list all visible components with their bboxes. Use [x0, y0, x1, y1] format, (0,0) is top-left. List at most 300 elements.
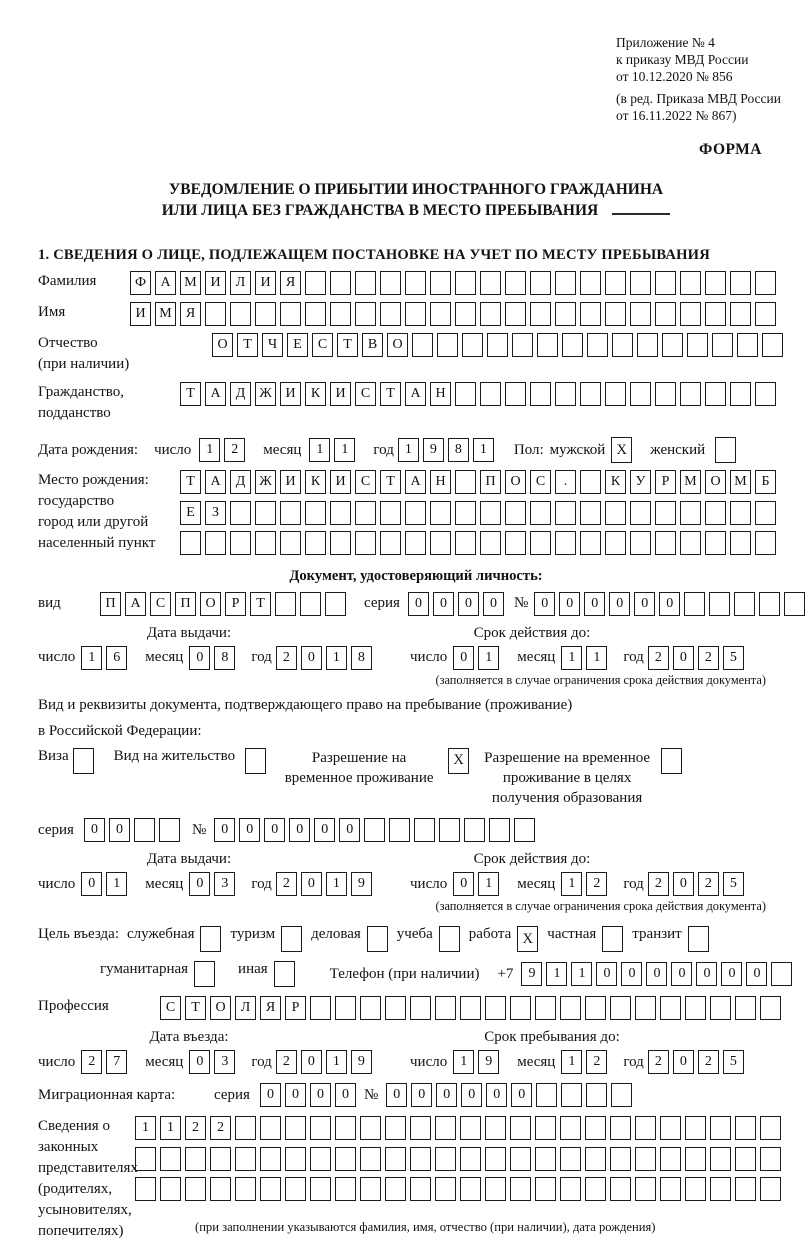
char-box[interactable] [611, 1083, 632, 1107]
char-box[interactable] [635, 996, 656, 1020]
char-box[interactable]: 0 [239, 818, 260, 842]
char-box[interactable] [630, 271, 651, 295]
residence-issue-month[interactable] [189, 872, 239, 896]
char-box[interactable]: 0 [285, 1083, 306, 1107]
identity-expiry-month[interactable] [561, 646, 611, 670]
char-box[interactable] [480, 302, 501, 326]
char-box[interactable] [537, 333, 558, 357]
char-box[interactable] [285, 1147, 306, 1171]
char-box[interactable] [275, 592, 296, 616]
char-box[interactable]: Д [230, 470, 251, 494]
char-box[interactable]: 0 [634, 592, 655, 616]
char-box[interactable] [260, 1147, 281, 1171]
char-box[interactable] [160, 1177, 181, 1201]
purpose-work-checkbox[interactable]: X [517, 926, 538, 952]
char-box[interactable] [755, 382, 776, 406]
char-box[interactable]: А [205, 470, 226, 494]
identity-kind-boxes[interactable] [100, 592, 350, 616]
char-box[interactable] [480, 382, 501, 406]
surname-boxes[interactable] [130, 271, 780, 295]
char-box[interactable]: Р [225, 592, 246, 616]
char-box[interactable] [485, 1177, 506, 1201]
char-box[interactable]: 1 [334, 438, 355, 462]
char-box[interactable]: 2 [276, 872, 297, 896]
char-box[interactable] [505, 302, 526, 326]
char-box[interactable] [660, 1116, 681, 1140]
char-box[interactable]: М [680, 470, 701, 494]
char-box[interactable] [335, 1116, 356, 1140]
residence-series-boxes[interactable] [84, 818, 184, 842]
char-box[interactable]: Я [260, 996, 281, 1020]
char-box[interactable] [580, 501, 601, 525]
char-box[interactable] [755, 302, 776, 326]
char-box[interactable] [305, 271, 326, 295]
char-box[interactable] [437, 333, 458, 357]
char-box[interactable] [462, 333, 483, 357]
representatives-row1[interactable] [135, 1116, 785, 1140]
char-box[interactable]: 0 [746, 962, 767, 986]
char-box[interactable]: З [205, 501, 226, 525]
char-box[interactable]: Е [287, 333, 308, 357]
char-box[interactable]: 0 [696, 962, 717, 986]
char-box[interactable]: 2 [81, 1050, 102, 1074]
char-box[interactable] [360, 1116, 381, 1140]
char-box[interactable]: О [505, 470, 526, 494]
char-box[interactable] [535, 1147, 556, 1171]
residence-number-boxes[interactable] [214, 818, 539, 842]
char-box[interactable] [705, 531, 726, 555]
char-box[interactable] [585, 996, 606, 1020]
char-box[interactable] [134, 818, 155, 842]
char-box[interactable]: И [255, 271, 276, 295]
char-box[interactable] [635, 1147, 656, 1171]
char-box[interactable] [536, 1083, 557, 1107]
char-box[interactable]: 1 [81, 646, 102, 670]
char-box[interactable]: 0 [433, 592, 454, 616]
char-box[interactable]: Л [230, 271, 251, 295]
char-box[interactable] [530, 382, 551, 406]
char-box[interactable]: О [210, 996, 231, 1020]
char-box[interactable]: И [280, 382, 301, 406]
char-box[interactable]: И [205, 271, 226, 295]
char-box[interactable] [430, 302, 451, 326]
char-box[interactable] [730, 302, 751, 326]
char-box[interactable]: 6 [106, 646, 127, 670]
char-box[interactable] [655, 302, 676, 326]
char-box[interactable] [560, 996, 581, 1020]
char-box[interactable]: 0 [534, 592, 555, 616]
char-box[interactable] [410, 996, 431, 1020]
char-box[interactable]: 0 [81, 872, 102, 896]
char-box[interactable] [260, 1177, 281, 1201]
char-box[interactable] [560, 1116, 581, 1140]
char-box[interactable] [380, 531, 401, 555]
char-box[interactable]: 0 [659, 592, 680, 616]
char-box[interactable] [710, 1116, 731, 1140]
char-box[interactable] [555, 501, 576, 525]
char-box[interactable] [610, 1116, 631, 1140]
char-box[interactable] [560, 1177, 581, 1201]
char-box[interactable]: 1 [326, 646, 347, 670]
char-box[interactable] [480, 271, 501, 295]
entry-year[interactable] [276, 1050, 376, 1074]
char-box[interactable] [705, 271, 726, 295]
char-box[interactable] [335, 1177, 356, 1201]
char-box[interactable] [435, 1116, 456, 1140]
char-box[interactable]: Т [380, 470, 401, 494]
char-box[interactable] [330, 501, 351, 525]
char-box[interactable] [364, 818, 385, 842]
char-box[interactable] [385, 1177, 406, 1201]
char-box[interactable]: 9 [351, 872, 372, 896]
char-box[interactable] [505, 531, 526, 555]
char-box[interactable]: 0 [264, 818, 285, 842]
char-box[interactable] [330, 271, 351, 295]
char-box[interactable] [310, 1116, 331, 1140]
char-box[interactable] [485, 996, 506, 1020]
identity-issue-month[interactable] [189, 646, 239, 670]
char-box[interactable] [655, 501, 676, 525]
char-box[interactable] [405, 271, 426, 295]
char-box[interactable] [235, 1147, 256, 1171]
char-box[interactable] [280, 531, 301, 555]
char-box[interactable] [180, 531, 201, 555]
char-box[interactable] [285, 1177, 306, 1201]
char-box[interactable]: 0 [671, 962, 692, 986]
char-box[interactable]: С [150, 592, 171, 616]
char-box[interactable]: П [480, 470, 501, 494]
char-box[interactable] [455, 382, 476, 406]
char-box[interactable] [784, 592, 805, 616]
char-box[interactable] [610, 1177, 631, 1201]
char-box[interactable] [410, 1147, 431, 1171]
char-box[interactable] [510, 1147, 531, 1171]
char-box[interactable] [630, 382, 651, 406]
char-box[interactable]: 0 [436, 1083, 457, 1107]
char-box[interactable] [405, 302, 426, 326]
char-box[interactable]: И [330, 470, 351, 494]
char-box[interactable] [305, 302, 326, 326]
char-box[interactable] [580, 271, 601, 295]
char-box[interactable] [412, 333, 433, 357]
char-box[interactable]: Р [655, 470, 676, 494]
char-box[interactable] [562, 333, 583, 357]
char-box[interactable] [655, 382, 676, 406]
residence-issue-year[interactable] [276, 872, 376, 896]
purpose-humanitarian-checkbox[interactable] [194, 961, 215, 987]
char-box[interactable] [480, 501, 501, 525]
char-box[interactable]: 0 [596, 962, 617, 986]
char-box[interactable]: 0 [411, 1083, 432, 1107]
char-box[interactable]: Я [280, 271, 301, 295]
stay-month[interactable] [561, 1050, 611, 1074]
char-box[interactable]: М [180, 271, 201, 295]
char-box[interactable] [135, 1147, 156, 1171]
char-box[interactable] [630, 531, 651, 555]
char-box[interactable] [735, 1177, 756, 1201]
char-box[interactable]: 5 [723, 1050, 744, 1074]
char-box[interactable] [762, 333, 783, 357]
char-box[interactable] [235, 1177, 256, 1201]
citizenship-boxes[interactable] [180, 382, 780, 406]
char-box[interactable]: 2 [224, 438, 245, 462]
char-box[interactable]: 1 [326, 872, 347, 896]
char-box[interactable] [759, 592, 780, 616]
char-box[interactable]: 9 [423, 438, 444, 462]
char-box[interactable]: 0 [289, 818, 310, 842]
char-box[interactable] [230, 501, 251, 525]
char-box[interactable]: О [212, 333, 233, 357]
char-box[interactable] [380, 302, 401, 326]
char-box[interactable] [335, 996, 356, 1020]
char-box[interactable] [325, 592, 346, 616]
char-box[interactable] [605, 501, 626, 525]
char-box[interactable] [430, 531, 451, 555]
char-box[interactable] [760, 1177, 781, 1201]
char-box[interactable] [535, 996, 556, 1020]
char-box[interactable]: 0 [559, 592, 580, 616]
char-box[interactable] [505, 501, 526, 525]
birth-month-boxes[interactable] [309, 438, 359, 462]
char-box[interactable]: 0 [486, 1083, 507, 1107]
char-box[interactable] [680, 501, 701, 525]
char-box[interactable] [580, 470, 601, 494]
char-box[interactable]: А [405, 382, 426, 406]
char-box[interactable] [760, 1116, 781, 1140]
char-box[interactable]: Е [180, 501, 201, 525]
char-box[interactable] [684, 592, 705, 616]
char-box[interactable] [355, 271, 376, 295]
char-box[interactable] [185, 1177, 206, 1201]
char-box[interactable] [655, 531, 676, 555]
entry-month[interactable] [189, 1050, 239, 1074]
char-box[interactable]: 0 [511, 1083, 532, 1107]
char-box[interactable] [535, 1177, 556, 1201]
char-box[interactable]: 0 [214, 818, 235, 842]
char-box[interactable] [185, 1147, 206, 1171]
char-box[interactable] [685, 1177, 706, 1201]
char-box[interactable] [255, 302, 276, 326]
char-box[interactable]: 0 [673, 872, 694, 896]
char-box[interactable]: Н [430, 382, 451, 406]
char-box[interactable]: 1 [561, 872, 582, 896]
char-box[interactable]: 0 [408, 592, 429, 616]
char-box[interactable]: 0 [461, 1083, 482, 1107]
char-box[interactable] [555, 302, 576, 326]
char-box[interactable] [705, 382, 726, 406]
char-box[interactable] [159, 818, 180, 842]
char-box[interactable] [605, 271, 626, 295]
char-box[interactable]: 1 [561, 1050, 582, 1074]
char-box[interactable]: 1 [199, 438, 220, 462]
char-box[interactable]: 0 [386, 1083, 407, 1107]
char-box[interactable]: Я [180, 302, 201, 326]
char-box[interactable] [730, 382, 751, 406]
char-box[interactable]: . [555, 470, 576, 494]
char-box[interactable]: В [362, 333, 383, 357]
char-box[interactable]: 0 [721, 962, 742, 986]
char-box[interactable]: М [155, 302, 176, 326]
char-box[interactable] [430, 501, 451, 525]
char-box[interactable] [637, 333, 658, 357]
char-box[interactable]: 0 [483, 592, 504, 616]
char-box[interactable]: 0 [339, 818, 360, 842]
char-box[interactable] [460, 996, 481, 1020]
char-box[interactable] [660, 1147, 681, 1171]
char-box[interactable] [730, 531, 751, 555]
char-box[interactable] [530, 501, 551, 525]
entry-day[interactable] [81, 1050, 131, 1074]
char-box[interactable]: С [160, 996, 181, 1020]
char-box[interactable]: Ф [130, 271, 151, 295]
char-box[interactable]: И [130, 302, 151, 326]
char-box[interactable]: 0 [189, 872, 210, 896]
purpose-official-checkbox[interactable] [200, 926, 221, 952]
char-box[interactable]: Л [235, 996, 256, 1020]
char-box[interactable]: 0 [621, 962, 642, 986]
char-box[interactable]: М [730, 470, 751, 494]
char-box[interactable]: 0 [458, 592, 479, 616]
char-box[interactable] [380, 271, 401, 295]
char-box[interactable] [555, 382, 576, 406]
char-box[interactable]: 9 [478, 1050, 499, 1074]
char-box[interactable] [585, 1147, 606, 1171]
char-box[interactable]: И [330, 382, 351, 406]
char-box[interactable] [512, 333, 533, 357]
residence-issue-day[interactable] [81, 872, 131, 896]
char-box[interactable]: Т [180, 470, 201, 494]
char-box[interactable] [505, 382, 526, 406]
char-box[interactable]: 3 [214, 1050, 235, 1074]
char-box[interactable] [505, 271, 526, 295]
temp-residence-edu-checkbox[interactable] [661, 748, 682, 774]
char-box[interactable]: 2 [648, 872, 669, 896]
char-box[interactable] [385, 996, 406, 1020]
char-box[interactable]: 1 [561, 646, 582, 670]
char-box[interactable]: 0 [335, 1083, 356, 1107]
birth-year-boxes[interactable] [398, 438, 498, 462]
char-box[interactable] [330, 302, 351, 326]
identity-expiry-day[interactable] [453, 646, 503, 670]
char-box[interactable] [680, 382, 701, 406]
char-box[interactable]: К [605, 470, 626, 494]
residence-expiry-month[interactable] [561, 872, 611, 896]
char-box[interactable]: Д [230, 382, 251, 406]
char-box[interactable] [555, 531, 576, 555]
char-box[interactable] [235, 1116, 256, 1140]
char-box[interactable]: С [312, 333, 333, 357]
char-box[interactable] [585, 1116, 606, 1140]
char-box[interactable] [660, 996, 681, 1020]
char-box[interactable] [730, 501, 751, 525]
char-box[interactable] [580, 382, 601, 406]
char-box[interactable] [485, 1147, 506, 1171]
char-box[interactable] [205, 302, 226, 326]
char-box[interactable] [230, 531, 251, 555]
char-box[interactable] [735, 996, 756, 1020]
residence-expiry-year[interactable] [648, 872, 748, 896]
char-box[interactable] [635, 1177, 656, 1201]
purpose-business-checkbox[interactable] [367, 926, 388, 952]
char-box[interactable] [260, 1116, 281, 1140]
char-box[interactable] [280, 302, 301, 326]
char-box[interactable] [560, 1147, 581, 1171]
representatives-row3[interactable] [135, 1177, 785, 1201]
char-box[interactable] [330, 531, 351, 555]
char-box[interactable] [755, 501, 776, 525]
char-box[interactable]: 2 [276, 1050, 297, 1074]
char-box[interactable]: 2 [698, 872, 719, 896]
char-box[interactable] [705, 501, 726, 525]
representatives-row2[interactable] [135, 1147, 785, 1171]
char-box[interactable] [460, 1147, 481, 1171]
char-box[interactable]: 0 [584, 592, 605, 616]
char-box[interactable]: 0 [189, 646, 210, 670]
char-box[interactable]: 2 [586, 1050, 607, 1074]
birth-place-row2[interactable] [180, 501, 780, 525]
char-box[interactable]: 8 [448, 438, 469, 462]
char-box[interactable] [310, 996, 331, 1020]
char-box[interactable] [455, 531, 476, 555]
char-box[interactable] [230, 302, 251, 326]
char-box[interactable] [580, 531, 601, 555]
char-box[interactable]: 9 [351, 1050, 372, 1074]
char-box[interactable] [635, 1116, 656, 1140]
visa-checkbox[interactable] [73, 748, 94, 774]
char-box[interactable] [410, 1116, 431, 1140]
char-box[interactable] [662, 333, 683, 357]
char-box[interactable]: 8 [351, 646, 372, 670]
char-box[interactable] [435, 996, 456, 1020]
char-box[interactable]: 1 [326, 1050, 347, 1074]
char-box[interactable] [510, 996, 531, 1020]
char-box[interactable] [680, 271, 701, 295]
char-box[interactable]: 2 [648, 646, 669, 670]
char-box[interactable] [771, 962, 792, 986]
char-box[interactable] [360, 996, 381, 1020]
char-box[interactable] [685, 996, 706, 1020]
char-box[interactable]: Т [180, 382, 201, 406]
char-box[interactable] [255, 531, 276, 555]
char-box[interactable]: Ч [262, 333, 283, 357]
purpose-other-checkbox[interactable] [274, 961, 295, 987]
char-box[interactable] [605, 382, 626, 406]
char-box[interactable] [480, 531, 501, 555]
identity-issue-day[interactable] [81, 646, 131, 670]
char-box[interactable]: А [125, 592, 146, 616]
char-box[interactable]: А [155, 271, 176, 295]
char-box[interactable]: С [530, 470, 551, 494]
char-box[interactable] [385, 1116, 406, 1140]
char-box[interactable] [300, 592, 321, 616]
char-box[interactable]: 0 [646, 962, 667, 986]
char-box[interactable] [734, 592, 755, 616]
char-box[interactable] [430, 271, 451, 295]
identity-issue-year[interactable] [276, 646, 376, 670]
char-box[interactable] [335, 1147, 356, 1171]
char-box[interactable] [285, 1116, 306, 1140]
char-box[interactable]: 0 [301, 1050, 322, 1074]
char-box[interactable]: 8 [214, 646, 235, 670]
char-box[interactable] [464, 818, 485, 842]
char-box[interactable] [580, 302, 601, 326]
char-box[interactable] [660, 1177, 681, 1201]
char-box[interactable] [435, 1147, 456, 1171]
char-box[interactable] [710, 1147, 731, 1171]
char-box[interactable] [680, 302, 701, 326]
char-box[interactable]: 9 [521, 962, 542, 986]
char-box[interactable] [530, 271, 551, 295]
